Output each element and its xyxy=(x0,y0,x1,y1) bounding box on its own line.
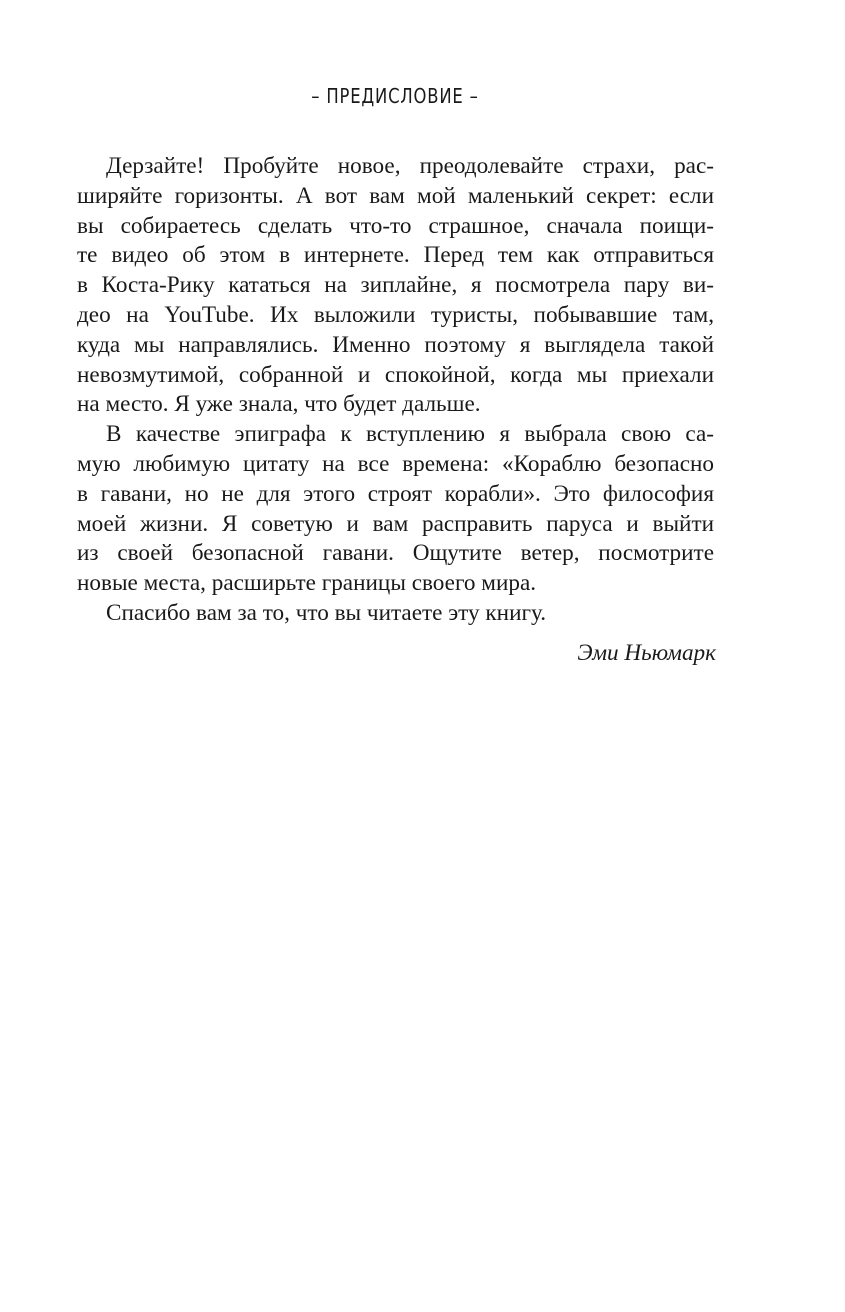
text-line: В качестве эпиграфа к вступлению я выбрала свою са- xyxy=(106,421,714,448)
text-line: део на YouTube. Их выложили туристы, побывавшие там, xyxy=(77,301,714,328)
paragraph xyxy=(77,152,714,420)
text-line: мую любимую цитату на все времена: «Кораблю безопасно xyxy=(77,450,714,477)
text-line: куда мы направлялись. Именно поэтому я выглядела такой xyxy=(77,331,714,358)
paragraph xyxy=(77,599,714,629)
text-line: ширяйте горизонты. А вот вам мой маленький секрет: если xyxy=(77,182,714,209)
author-signature: Эми Ньюмарк xyxy=(577,640,716,666)
body-text xyxy=(77,152,714,629)
paragraph xyxy=(77,420,714,599)
text-line: те видео об этом в интернете. Перед тем как отправиться xyxy=(77,242,714,269)
text-line: Дерзайте! Пробуйте новое, преодолевайте страхи, рас- xyxy=(106,153,714,179)
text-line: новые места, расширьте границы своего мира. xyxy=(77,570,537,597)
chapter-heading: – ПРЕДИСЛОВИЕ – xyxy=(311,84,479,108)
text-line: в гавани, но не для этого строят корабли». Это философия xyxy=(77,480,714,507)
text-line: из своей безопасной гавани. Ощутите ветер, посмотрите xyxy=(77,540,714,567)
text-line: вы собираетесь сделать что-то страшное, сначала поищи- xyxy=(77,212,714,239)
text-line: в Коста-Рику кататься на зиплайне, я посмотрела пару ви- xyxy=(77,272,714,299)
text-line: Спасибо вам за то, что вы читаете эту книгу. xyxy=(106,599,547,626)
text-line: невозмутимой, собранной и спокойной, когда мы приехали xyxy=(77,361,714,388)
text-line: моей жизни. Я советую и вам расправить паруса и выйти xyxy=(77,510,714,537)
text-line: на место. Я уже знала, что будет дальше. xyxy=(77,391,481,418)
